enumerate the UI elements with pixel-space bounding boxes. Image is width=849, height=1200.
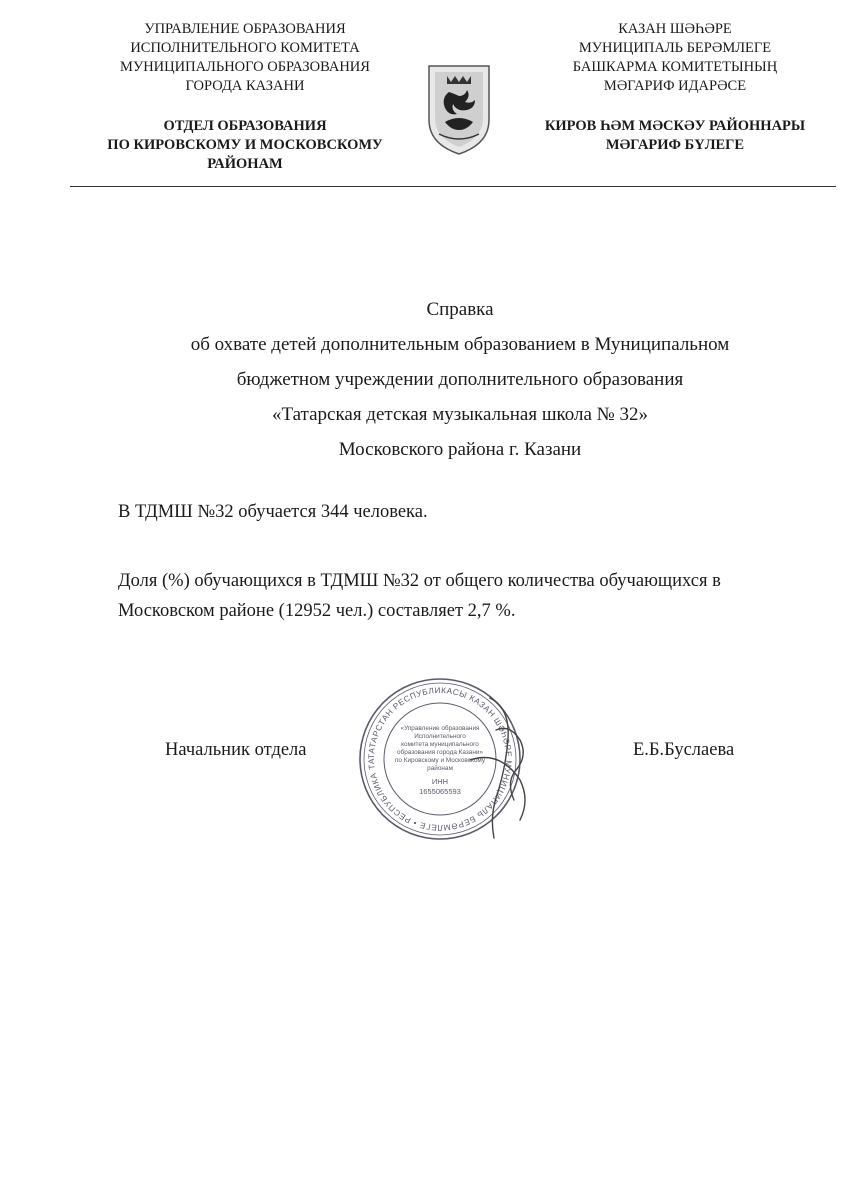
stamp-center-line: районам [427, 765, 453, 772]
stamp-center-line: по Кировскому и Московскому [394, 757, 486, 764]
share-paragraph-line: Доля (%) обучающихся в ТДМШ №32 от общего количества обучающихся в [118, 571, 721, 591]
student-count-paragraph: В ТДМШ №32 обучается 344 человека. [118, 502, 428, 522]
stamp-center-line: комитета муниципального [401, 741, 479, 748]
share-paragraph [118, 566, 818, 626]
header-right-line: БАШКАРМА КОМИТЕТЫНЫҢ [572, 59, 778, 75]
header-divider [70, 186, 836, 187]
title-line: Справка [426, 299, 494, 320]
stamp-inn-value: 1655065593 [419, 787, 461, 796]
stamp-center-line: «Управление образования [400, 725, 480, 732]
title-line: Московского района г. Казани [338, 439, 582, 460]
header-left-dept-line: РАЙОНАМ [207, 156, 283, 172]
signatory-name: Е.Б.Буслаева [633, 740, 735, 760]
header-left-line: МУНИЦИПАЛЬНОГО ОБРАЗОВАНИЯ [120, 59, 370, 75]
handwritten-signature-icon [430, 690, 540, 850]
header-left-line: УПРАВЛЕНИЕ ОБРАЗОВАНИЯ [144, 21, 346, 37]
header-right-dept [520, 117, 830, 155]
stamp-ring-text: ТАТАРСТАН РЕСПУБЛИКАСЫ КАЗАН ШӘҺӘРЕ МУНИЦИПАЛЬ БЕРӘМЛЕГЕ • РЕСПУБЛИКА ТА [366, 685, 514, 833]
header-left-line: ГОРОДА КАЗАНИ [185, 78, 305, 94]
stamp-center-line: образования города Казани» [397, 749, 483, 756]
header-right-line: МӘГАРИФ ИДАРӘСЕ [603, 78, 747, 94]
header-left-dept [60, 117, 430, 174]
header-left-dept-line: ОТДЕЛ ОБРАЗОВАНИЯ [163, 118, 327, 134]
share-paragraph-line: Московском районе (12952 чел.) составляет 2,7 %. [118, 601, 516, 621]
title-line: «Татарская детская музыкальная школа № 32» [271, 404, 649, 425]
signatory-role: Начальник отдела [165, 740, 307, 760]
header-right-dept-line: КИРОВ ҺӘМ МӘСКӘУ РАЙОННАРЫ [544, 118, 806, 134]
header-left [60, 20, 430, 174]
kazan-emblem-icon [425, 62, 493, 156]
header-right-line: КАЗАН ШӘҺӘРЕ [618, 21, 732, 37]
header-right-line: МУНИЦИПАЛЬ БЕРӘМЛЕГЕ [578, 40, 772, 56]
title-line: об охвате детей дополнительным образованием в Муниципальном [190, 334, 730, 355]
header-right [520, 20, 830, 155]
title-line: бюджетном учреждении дополнительного образования [236, 369, 684, 390]
header-left-dept-line: ПО КИРОВСКОМУ И МОСКОВСКОМУ [107, 137, 383, 153]
header-right-dept-line: МӘГАРИФ БҮЛЕГЕ [605, 137, 745, 153]
document-title [100, 292, 820, 467]
stamp-inn-label: ИНН [431, 777, 449, 786]
header-left-line: ИСПОЛНИТЕЛЬНОГО КОМИТЕТА [130, 40, 360, 56]
stamp-center-line: Исполнительного [414, 733, 466, 740]
